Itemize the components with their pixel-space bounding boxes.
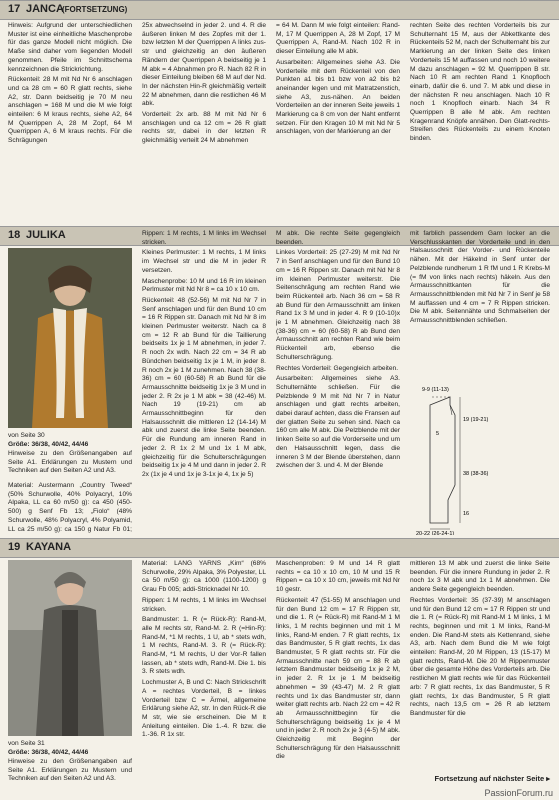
s17-col4: rechten Seite des rechten Vorderteils bis zur Schulternaht 15 M, aus der Abkettkante des Rückenteils 52 M, nach der Schulternaht bis zur Markierung an der linken Seite des linken Vorderteils 15 M auffassen und noch 10 weitere M dazu anschlagen = 92 M. Querrippen B str. Nach 10 R am rechten Rand 1 Knopfloch einarb, dafür die 6. und 7. M abk und diese in der nächsten R neu anschlagen. Nach 10 R noch 1 Knopfloch einarb. Nach 34 R Querrippen B alle M abk. Am rechten Kragenrand Knöpfe annähen. Den Glatt-rechts-Streifen des Rückenteils zu einem Knoten binden.: [410, 22, 550, 143]
s19-col4: [410, 560, 550, 772]
section-header-19: [0, 538, 559, 558]
pattern-diagram-julika: [410, 375, 550, 535]
s19-col3: [276, 560, 400, 786]
paragraph: = 64 M. Dann M wie folgt einteilen: Rand-M, 17 M Querrippen A, 28 M Zopf, 17 M Querrippen A, Rand-M. Nach 102 R in dieser Einteilung alle M abk.: [276, 22, 400, 56]
paragraph: Material: LANG YARNS „Kim“ (68% Schurwolle, 29% Alpaka, 3% Polyester, LL ca 50 m/50 g): ca 1000 (1100-1200) g Grau Fb 005; addi-Stricknadel Nr 10.: [142, 560, 266, 594]
paragraph: Vorderteil: 2x arb. 88 M mit Nd Nr 6 anschlagen und ca 12 cm = 26 R glatt rechts str, dabei in der letzten R gleichmäßig verteilt 24 M abnehmen: [142, 111, 266, 145]
paragraph: Rippen: 1 M rechts, 1 M links im Wechsel stricken.: [142, 596, 266, 613]
continuation-footer: Fortsetzung auf nächster Seite ▸: [434, 774, 550, 783]
section-title: KAYANA: [26, 541, 72, 553]
paragraph: M abk. Die rechte Seite gegengleich beenden.: [276, 230, 400, 246]
s18-col2: [142, 230, 266, 536]
watermark: PassionForum.ru: [484, 788, 553, 798]
paragraph: Rückenteil: 28 M mit Nd Nr 6 anschlagen und ca 28 cm = 60 R glatt rechts, siehe A2, str. Dann beidseitig je 70 M neu anschlagen = 168 M und die M wie folgt einteilen: 6 M kraus rechts, siehe A2, 64 M Querrippen A, 28 M Zopf, 64 M Querrippen A, 6 M kraus rechts. Für die Schrägungen: [8, 76, 132, 145]
s19-hint: Hinweise zu den Größenangaben auf Seite A1. Erklärungen zu Mustern und Techniken auf den Seiten A2 und A3.: [8, 758, 132, 783]
model-photo-julika: [8, 248, 132, 428]
s17-col1: [8, 22, 132, 220]
dim-right-1: 19 (19-21): [463, 417, 489, 423]
s17-col3: [276, 22, 400, 220]
s19-col2: [142, 560, 266, 786]
schematic-drawing: [410, 375, 550, 535]
paragraph: Rechtes Vorderteil: Gegengleich arbeiten.: [276, 364, 399, 372]
photo-illustration: [8, 248, 132, 428]
paragraph: Rückenteil: 47 (51-55) M anschlagen und für den Bund 12 cm = 17 R Rippen str, und die 1. R (= Rück-R) mit Rand-M 1 M links, 1 M rechts beginnen und mit 1 M links, Rand-M enden. 7 R glatt rechts, 1x das Bandmuster, 5 R glatt rechts, 1x das Bandmuster, 5 R glatt rechts str. Für die Armausschnitte nach 59 cm = 88 R ab letztem Bandmuster beidseitig 1x je 2 M, in jeder 2. R 1x je 1 M beidseitig abnehmen = 39 (43-47) M. 2 R glatt rechts und 1x das Bandmuster str, dann weiter glatt rechts arb. Nach 22 cm = 42 R ab Armausschnittbeginn für die Schulterschrägung beidseitig 1x je 4 M und in jeder 2. R noch 2x je 3 (4-5) M abk. Gleichzeitig mit Beginn der Schulterschrägung für den Halsausschnitt die: [276, 596, 400, 761]
model-photo-kayana: [8, 560, 132, 736]
paragraph: Rückenteil: 48 (52-56) M mit Nd Nr 7 in Senf anschlagen und für den Bund 10 cm = 16 R Rippen str. Danach mit Nd Nr 8 im kleinen Perlmuster weiterstr. Nach ca 8 cm = 12 R ab Bund für die Taillierung beidseits 1x je 1 M abnehmen, in jeder 7. R noch 2x wdh. Nach 22 cm = 34 R ab Bündchen beidseitig 1x je 1 M, in jeder 8. R noch 2x je 1 M zunehmen. Nach 38 (38-36) cm = 60 (60-58) R ab Bund für die Armausschnitte beidseitig 1x je 3 M und in jeder 2. R 2x je 1 M abk = 38 (42-46) M. Nach 19 (19-21) cm ab Armausschnittbeginn für den Halsausschnitt die mittleren 12 (14-14) M abk und zuerst die linke Seite beenden. Für die Rundung am inneren Rand in jeder 2. R 1x 2 M und 1x 1 M abk, gleichzeitig für die Schulterschrägungen beidseitig 1x je 4 M und dann in jeder 2. R 2x (1x je 4 und 1x je 3-1x je 4, 1x je 5): [142, 296, 266, 478]
section-title: JULIKA: [26, 229, 66, 241]
section-number: 17: [8, 3, 21, 15]
s17-col2: [142, 22, 266, 220]
paragraph: Maschenproben: 9 M und 14 R glatt rechts = ca 10 x 10 cm, 10 M und 15 R Rippen = ca 10 x 10 cm, jeweils mit Nd Nr 10 gestr.: [276, 560, 400, 594]
section-title: JANCA: [26, 3, 64, 15]
s18-material: Material: Austermann „Country Tweed“ (50% Schurwolle, 40% Polyacryl, 10% Alpaka, LL ca 60 m/50 g): ca 450 (450-500) g Senf Fb 13; „Fiolo“ (48% Schurwolle, 48% Polyacryl, 4% Polyamid, LL ca 25 m/50 g): ca 150 g Natur Fb 01;: [8, 482, 132, 533]
dim-bottom: 20-22 (26-24-1): [416, 531, 455, 535]
paragraph: Rechtes Vorderteil: 35 (37-39) M anschlagen und für den Bund 12 cm = 17 R Rippen str und die 1. R (= Rück-R) mit Rand-M 1 M links, 1 M rechts, beginnen und mit 1 M links, Rand-M enden. Die Rand-M stets als Kettenrand, siehe A3, arb. Nach dem Bund die M wie folgt einteilen: Rand-M, 20 M Rippen, 13 (15-17) M glatt rechts, Rand-M. Die 20 M Rippenmuster über die gesamte Höhe des Vorderteils arb. Die restlichen M glatt rechts wie für das Rückenteil arb: 7 R glatt rechts, 1x das Bandmuster, 5 R glatt rechts, 1x das Bandmuster, 5 R glatt rechts, nach 13,5 cm = 26 R ab letztem Bandmuster für die: [410, 596, 550, 717]
paragraph: Maschenprobe: 10 M und 16 R im kleinen Perlmuster mit Nd Nr 8 = ca 10 x 10 cm.: [142, 277, 266, 294]
s18-col4: mit farblich passendem Garn locker an die Verschlusskanten der Vorderteile und in den Halsausschnitt der Vorder- und Rückenteile nähen. Mit der Häkelnd in Senf unter der Pelzblende rundherum 1 R fM und 1 R Krebs-M (= fM von links nach rechts) häkeln. Aus den Armausschnittkanten für die Armausschnittblenden mit Nd Nr 7 in Senf je 58 M auffassen und 4 cm = 7 R Rippen stricken. Die M abk. Seitennähte und Schmalseiten der Armausschnittblenden schließen.: [410, 230, 550, 325]
paragraph: Bandmuster: 1. R (= Rück-R): Rand-M, alle M rechts str, Rand-M. 2. R (=Hin-R): Rand-M, *1 M rechts, 1 U, ab * stets wdh, 1 M rechts, Rand-M. 3. R (= Rück-R): Rand-M, *1 M rechts, U der Vor-R fallen lassen, ab * stets wdh, Rand-M. Die 1. bis 3. R stets wdh.: [142, 616, 266, 676]
paragraph: Hinweis: Aufgrund der unterschiedlichen Muster ist eine einheitliche Maschenprobe für das ganze Modell nicht möglich. Die Maße sind daher vom liegenden Modell genommen. Pfeile im Schnittschema kennzeichnen die Strickrichtung.: [8, 22, 132, 73]
s18-from-page: von Seite 30: [8, 432, 45, 439]
s19-from-page: von Seite 31: [8, 740, 45, 747]
paragraph: Ausarbeiten: Allgemeines siehe A3. Die Vorderteile mit dem Rückenteil von den Punkten a1 bis b1 bzw von a2 bis b2 aneinander legen und mit Matratzenstich, siehe A3, zus-nähen. An beiden Vorderteilen an der inneren Seite jeweils 1 Markierung ca 8 cm von der Naht entfernt setzen. Für den Kragen 10 M mit Nd Nr 5 anschlagen, von der Markierung an der: [276, 58, 400, 136]
paragraph: Rippen: 1 M rechts, 1 M links im Wechsel stricken.: [142, 230, 266, 246]
s18-col3: [276, 230, 400, 536]
paragraph: mittleren 13 M abk und zuerst die linke Seite beenden. Für die innere Rundung in jeder 2. R noch 1x 3 M abk und 1x 1 M abnehmen. Die andere Seite gegengleich beenden.: [410, 560, 550, 594]
section-header-17: [0, 0, 559, 20]
paragraph: 25x abwechselnd in jeder 2. und 4. R die äußeren linken M des Zopfes mit der 1. bzw letzten M der Querrippen A links zus-str und gleichzeitig an den äußeren Rändern der Querrippen A beidseitig je 1 M abk = 4 Abnahmen pro R. Nach 82 R in dieser Einteilung bleiben 68 M auf der Nd. In der nächsten Hin-R gleichmäßig verteilt 22 M abnehmen, dann die restlichen 46 M abk.: [142, 22, 266, 108]
dim-top: 9-9 (11-13): [422, 387, 449, 393]
paragraph: Linkes Vorderteil: 25 (27-29) M mit Nd Nr 7 in Senf anschlagen und für den Bund 10 cm = 16 R Rippen str. Danach mit Nd Nr 8 im kleinen Perlmuster weiterstr. Die Seitenschrägung am rechten Rand wie beim Rückenteil arb. Nach 36 cm = 58 R ab Bund für den Armausschnitt am linken Rand 1x 3 M und in jeder 4. R 9 (10-10)x je 1 M abnehmen. Gleichzeitig nach 38 (38-36) cm = 60 (60-58) R ab Bund den Armausschnitt am rechten Rand wie beim Rückenteil arb, ebenso die Schulterschrägung.: [276, 249, 400, 361]
s18-hint: Hinweise zu den Größenangaben auf Seite A1. Erklärungen zu Mustern und Techniken auf den Seiten A2 und A3.: [8, 450, 132, 475]
dim-mid: 5: [436, 431, 440, 437]
paragraph: Ausarbeiten: Allgemeines siehe A3. Schulternähte schließen. Für die Pelzblende 9 M mit Nd Nr 7 in Natur anschlagen und glatt rechts arbeiten, dabei darauf achten, dass die Fransen auf der glatten Seite zu sehen sind. Nach ca 160 cm alle M abk. Die Pelzblende mit der linken Seite so auf die Vorderseite und um den Halsausschnitt legen, dass die inneren 3 M der Blende überstehen, dann zwischen der 3. und 4. M der Blende: [276, 375, 400, 470]
s19-sizes: Größe: 36/38, 40/42, 44/46: [8, 749, 89, 756]
photo-illustration: [8, 560, 132, 736]
dim-right-3: 16: [463, 511, 470, 517]
dim-right-2: 38 (38-36): [463, 471, 489, 477]
paragraph: Lochmuster A, B und C: Nach Strickschrift A = rechtes Vorderteil, B = linkes Vorderteil bzw C = Ärmel, allgemeine Erklärung siehe A2, str. In den Rück-R die M str, wie sie erscheinen. Die M It Anleitung einteilen. Die 1.-4. R bzw. die 1.-36. R 1x str.: [142, 679, 266, 739]
section-continuation: (FORTSETZUNG): [62, 5, 128, 14]
s18-sizes: Größe: 36/38, 40/42, 44/46: [8, 441, 89, 448]
section-number: 19: [8, 541, 21, 553]
paragraph: Kleines Perlmuster: 1 M rechts, 1 M links im Wechsel str und die M in jeder R versetzen.: [142, 249, 266, 274]
section-number: 18: [8, 229, 21, 241]
